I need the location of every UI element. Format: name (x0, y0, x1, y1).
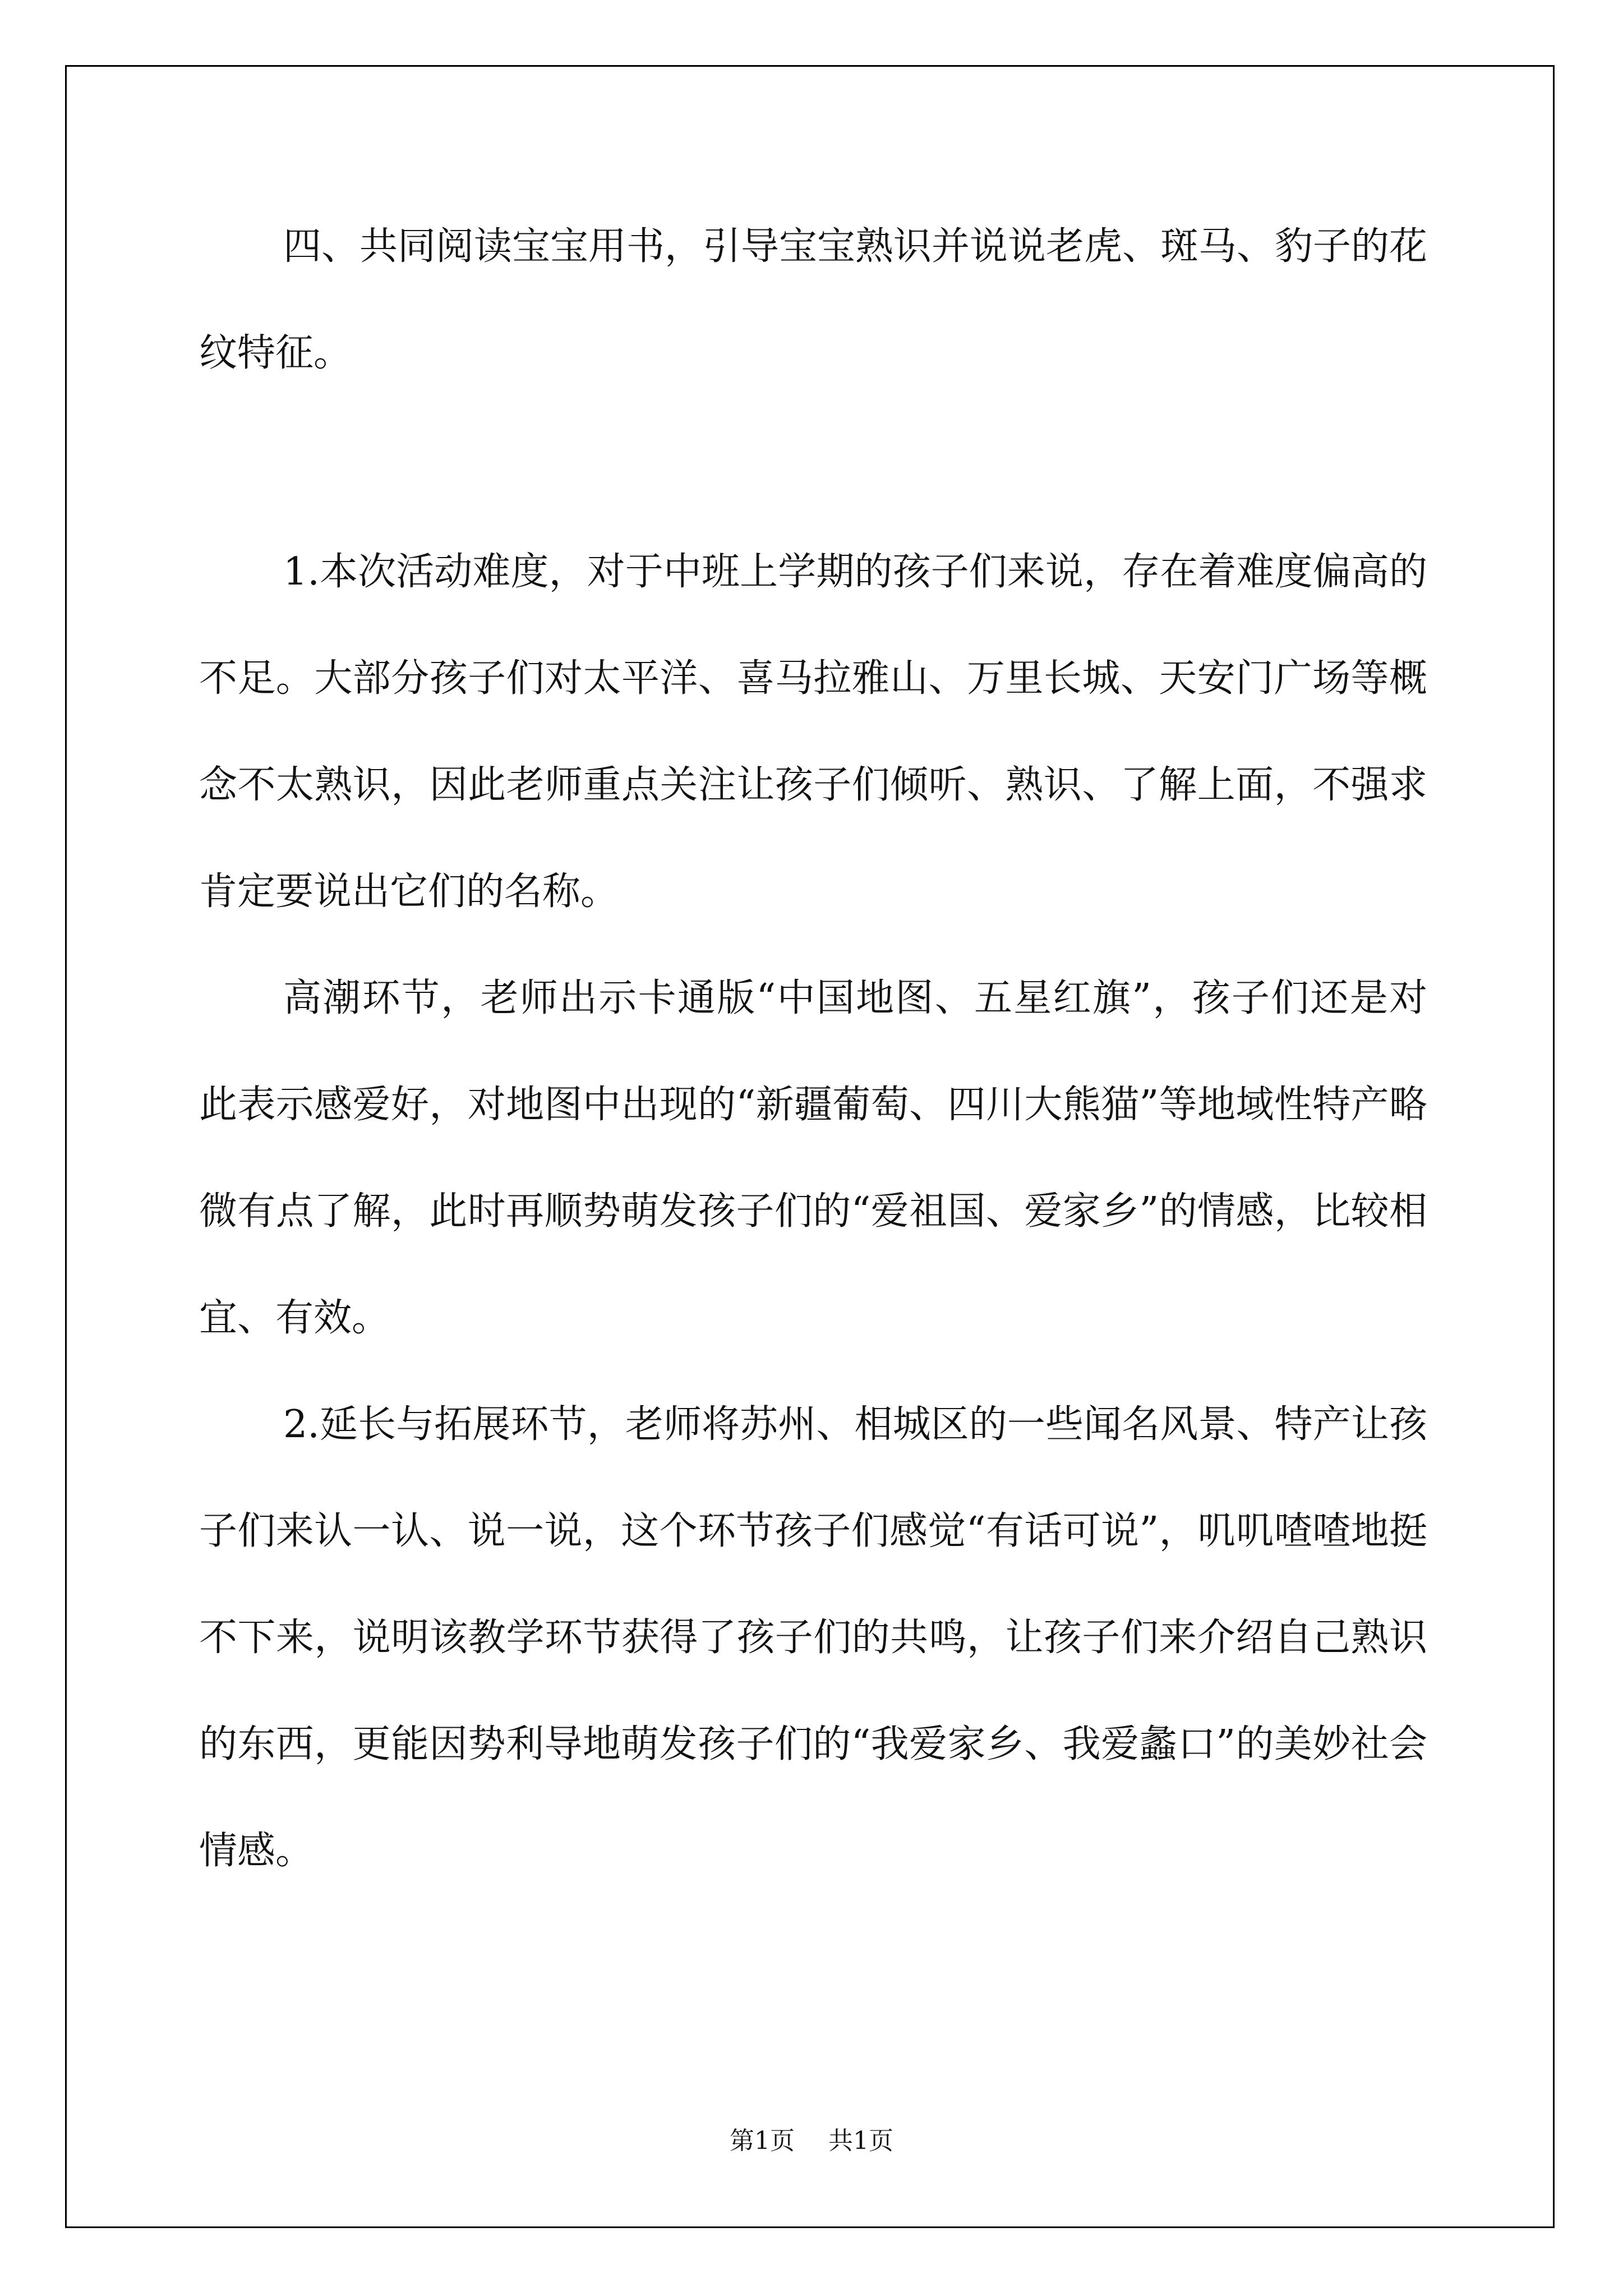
page-footer (0, 2120, 1623, 2156)
paragraph-reflection-two: 2.延长与拓展环节，老师将苏州、相城区的一些闻名风景、特产让孩子们来认一认、说一说，这个环节孩子们感觉“有话可说”，叽叽喳喳地挺不下来，说明该教学环节获得了孩子们的共鸣，让孩子们来介绍自己熟识的东西，更能因势利导地萌发孩子们的“我爱家乡、我爱蠡口”的美妙社会情感。 (199, 1402, 1427, 1873)
page-number-total: 共1页 (828, 2127, 893, 2155)
paragraph-climax-section: 高潮环节，老师出示卡通版“中国地图、五星红旗”，孩子们还是对此表示感爱好，对地图中出现的“新疆葡萄、四川大熊猫”等地域性特产略微有点了解，此时再顺势萌发孩子们的“爱祖国、爱家乡”的情感，比较相宜、有效。 (199, 976, 1427, 1340)
paragraph-activity-four: 四、共同阅读宝宝用书，引导宝宝熟识并说说老虎、斑马、豹子的花纹特征。 (199, 224, 1428, 375)
page-number-current: 第1页 (730, 2127, 795, 2155)
paragraph-reflection-one: 1.本次活动难度，对于中班上学期的孩子们来说，存在着难度偏高的不足。大部分孩子们对太平洋、喜马拉雅山、万里长城、天安门广场等概念不太熟识，因此老师重点关注让孩子们倾听、熟识、了解上面，不强求肯定要说出它们的名称。 (199, 550, 1427, 914)
document-body (199, 194, 1427, 1904)
